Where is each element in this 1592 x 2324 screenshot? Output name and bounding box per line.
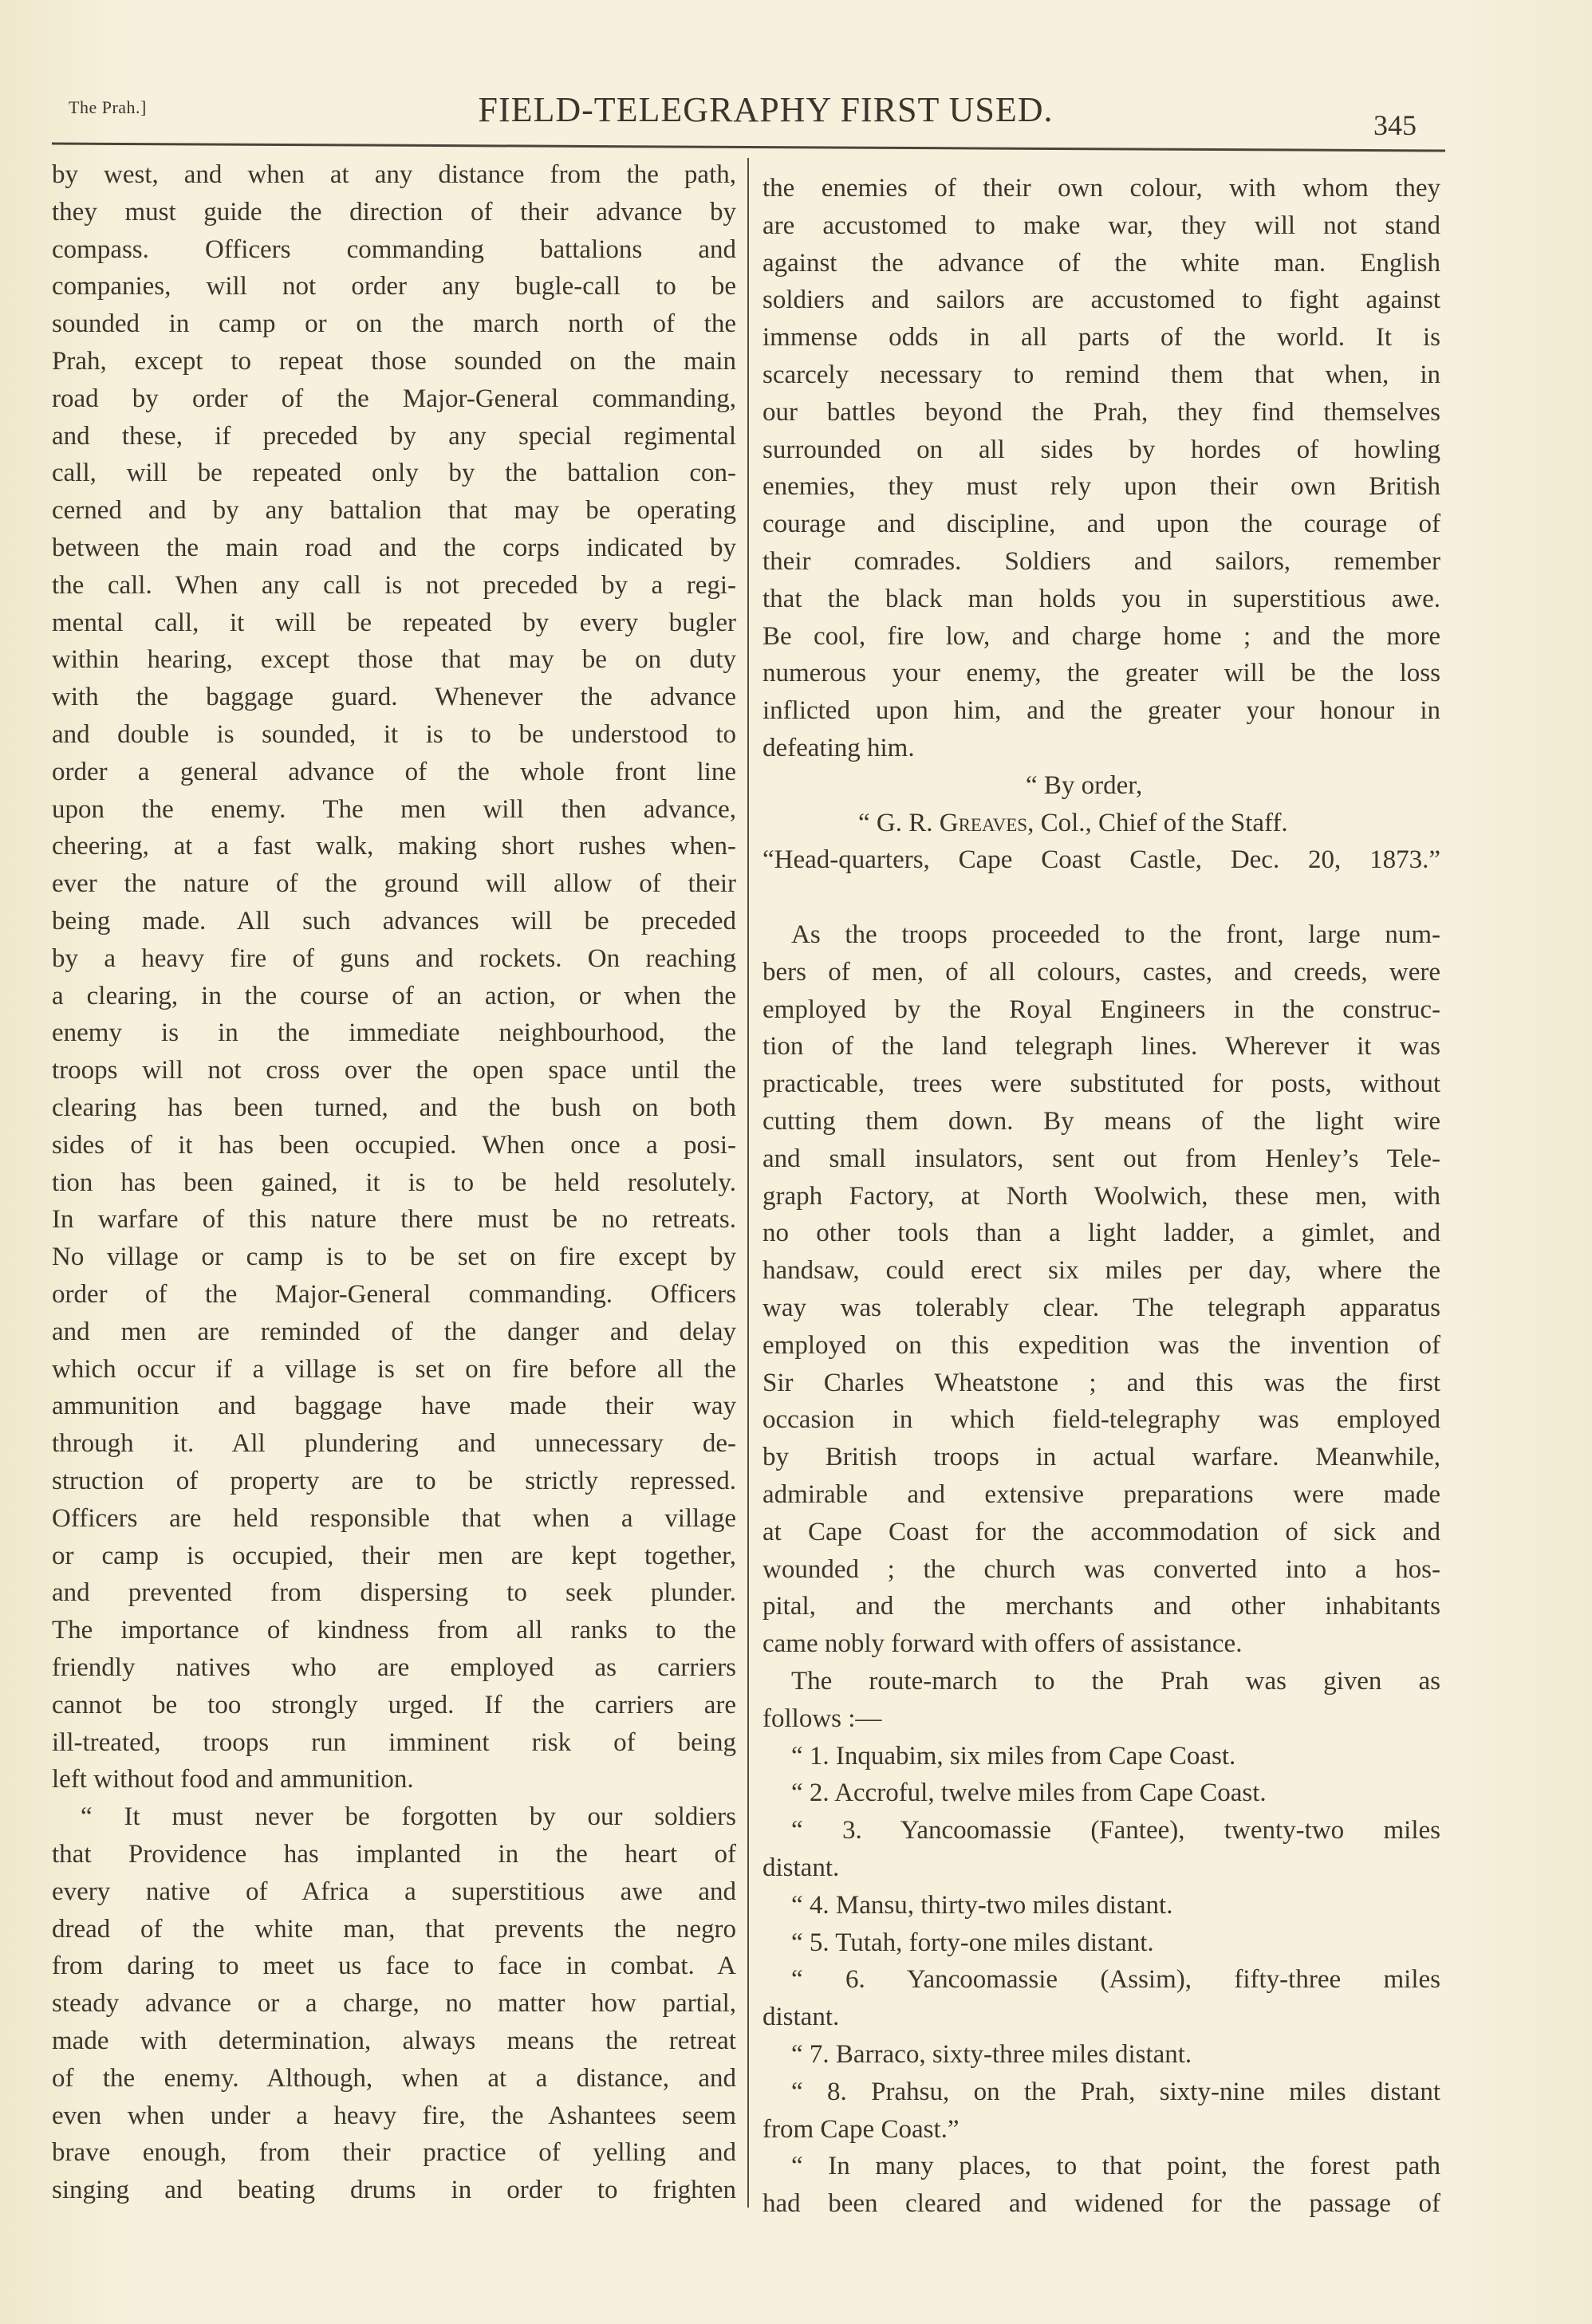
text-line: call, will be repeated only by the battalion con- xyxy=(52,459,736,488)
text-line: admirable and extensive preparations were made xyxy=(763,1480,1440,1509)
text-line: through it. All plundering and unnecessary de- xyxy=(52,1429,736,1459)
text-line: numerous your enemy, the greater will be the loss xyxy=(763,659,1440,688)
text-line: immense odds in all parts of the world. It is xyxy=(763,323,1440,353)
text-line: tion has been gained, it is to be held resolutely. xyxy=(52,1168,736,1197)
text-line: they must guide the direction of their advance by xyxy=(52,197,736,226)
text-line: upon the enemy. The men will then advance, xyxy=(52,794,736,824)
text-line: Prah, except to repeat those sounded on the main xyxy=(52,347,736,376)
text-line: “ In many places, to that point, the forest path xyxy=(791,2152,1440,2181)
text-line: within hearing, except those that may be on duty xyxy=(52,645,736,675)
text-line xyxy=(763,879,1440,916)
text-line: and double is sounded, it is to be understood to xyxy=(52,720,736,749)
text-line: distant. xyxy=(763,2003,840,2032)
text-line: and men are reminded of the danger and delay xyxy=(52,1317,736,1346)
text-line: The importance of kindness from all ranks to the xyxy=(52,1616,736,1645)
text-line: from Cape Coast.” xyxy=(763,2114,960,2144)
text-line: As the troops proceeded to the front, large num- xyxy=(791,920,1440,949)
text-line: struction of property are to be strictly repressed. xyxy=(52,1467,736,1495)
text-line: scarcely necessary to remind them that when, in xyxy=(763,360,1440,389)
text-line: employed on this expedition was the invention of xyxy=(763,1330,1440,1360)
text-line: cerned and by any battalion that may be operating xyxy=(52,496,736,526)
text-line: handsaw, could erect six miles per day, where the xyxy=(763,1256,1440,1286)
text-line: clearing has been turned, and the bush on both xyxy=(52,1093,736,1122)
text-line: brave enough, from their practice of yelling and xyxy=(52,2138,736,2168)
text-line: occasion in which field-telegraphy was employed xyxy=(763,1405,1440,1435)
text-line: ammunition and baggage have made their way xyxy=(52,1392,736,1421)
text-line: that Providence has implanted in the heart of xyxy=(52,1840,736,1869)
text-line: friendly natives who are employed as carriers xyxy=(52,1653,736,1682)
text-line: ever the nature of the ground will allow of their xyxy=(52,869,736,899)
text-line: Sir Charles Wheatstone ; and this was the first xyxy=(763,1368,1440,1397)
text-line: with the baggage guard. Whenever the advance xyxy=(52,683,736,712)
text-line: against the advance of the white man. English xyxy=(763,248,1440,278)
text-line: follows :— xyxy=(763,1704,882,1733)
text-line: practicable, trees were substituted for posts, without xyxy=(763,1069,1440,1099)
text-line: even when under a heavy fire, the Ashantees seem xyxy=(52,2101,736,2130)
text-line: wounded ; the church was converted into a hos- xyxy=(763,1554,1440,1584)
text-line: cheering, at a fast walk, making short rushes when- xyxy=(52,832,736,861)
text-line: “ 1. Inquabim, six miles from Cape Coast. xyxy=(791,1741,1236,1771)
text-line: which occur if a village is set on fire before all the xyxy=(52,1354,736,1384)
text-line: way was tolerably clear. The telegraph apparatus xyxy=(763,1294,1440,1322)
text-line: ill-treated, troops run imminent risk of being xyxy=(52,1727,736,1757)
text-line: are accustomed to make war, they will not stand xyxy=(763,211,1440,240)
signature-part: , Col., Chief of the Staff. xyxy=(1027,808,1288,837)
text-line: their comrades. Soldiers and sailors, remember xyxy=(763,547,1440,576)
text-line: The route-march to the Prah was given as xyxy=(791,1667,1440,1696)
text-line: enemy is in the immediate neighbourhood, the xyxy=(52,1018,736,1048)
text-line: defeating him. xyxy=(763,734,915,762)
text-line: dread of the white man, that prevents the negro xyxy=(52,1914,736,1944)
text-line: road by order of the Major-General commanding, xyxy=(52,384,736,413)
text-line: and these, if preceded by any special regimental xyxy=(52,421,736,451)
text-line: no other tools than a light ladder, a gimlet, and xyxy=(763,1219,1440,1248)
signatory-name: Greaves xyxy=(939,808,1028,837)
text-line: a clearing, in the course of an action, or when the xyxy=(52,981,736,1010)
text-line: from daring to meet us face to face in combat. A xyxy=(52,1952,736,1981)
text-line: graph Factory, at North Woolwich, these men, with xyxy=(763,1181,1440,1211)
page-number: 345 xyxy=(1373,109,1417,141)
text-line: “Head-quarters, Cape Coast Castle, Dec. 20, 1873.” xyxy=(763,845,1440,875)
text-line: sounded in camp or on the march north of the xyxy=(52,309,736,339)
text-line: “ By order, xyxy=(1026,770,1143,800)
text-line: bers of men, of all colours, castes, and creeds, were xyxy=(763,957,1440,987)
text-line: “ 6. Yancoomassie (Assim), fifty-three miles xyxy=(791,1965,1440,1995)
running-title: FIELD-TELEGRAPHY FIRST USED. xyxy=(478,90,1054,129)
text-line: “ 3. Yancoomassie (Fantee), twenty-two miles xyxy=(791,1816,1440,1845)
running-head-section: The Prah.] xyxy=(69,97,147,117)
text-line: courage and discipline, and upon the courage of xyxy=(763,510,1440,539)
text-line: came nobly forward with offers of assistance. xyxy=(763,1629,1243,1659)
text-line: tion of the land telegraph lines. Wherever it was xyxy=(763,1032,1440,1062)
text-line: surrounded on all sides by hordes of howling xyxy=(763,435,1440,464)
signature-part: “ G. R. xyxy=(858,808,940,837)
text-line: enemies, they must rely upon their own British xyxy=(763,472,1440,502)
text-line: “ 2. Accroful, twelve miles from Cape Coast. xyxy=(791,1778,1267,1808)
text-line: by a heavy fire of guns and rockets. On reaching xyxy=(52,943,736,973)
text-line: of the enemy. Although, when at a distance, and xyxy=(52,2063,736,2093)
text-line: being made. All such advances will be preceded xyxy=(52,907,736,936)
text-line: “ It must never be forgotten by our soldiers xyxy=(81,1802,736,1832)
text-line: our battles beyond the Prah, they find themselves xyxy=(763,397,1440,427)
text-line: No village or camp is to be set on fire except by xyxy=(52,1243,736,1272)
text-line: left without food and ammunition. xyxy=(52,1765,414,1794)
text-line: cannot be too strongly urged. If the carriers are xyxy=(52,1690,736,1719)
text-line xyxy=(763,805,1440,842)
text-line: order a general advance of the whole front line xyxy=(52,757,736,786)
text-line: “ 5. Tutah, forty-one miles distant. xyxy=(791,1928,1154,1957)
text-line: cutting them down. By means of the light wire xyxy=(763,1107,1440,1136)
text-line: inflicted upon him, and the greater your honour in xyxy=(763,696,1440,726)
text-line: the enemies of their own colour, with whom they xyxy=(763,174,1440,203)
text-line: by British troops in actual warfare. Meanwhile, xyxy=(763,1443,1440,1472)
text-line: at Cape Coast for the accommodation of sick and xyxy=(763,1517,1440,1546)
column-divider xyxy=(747,158,749,2208)
text-line: and small insulators, sent out from Henley’s Tele- xyxy=(763,1144,1440,1173)
text-line: steady advance or a charge, no matter how partial, xyxy=(52,1989,736,2019)
text-line: or camp is occupied, their men are kept together, xyxy=(52,1541,736,1570)
text-line: “ 7. Barraco, sixty-three miles distant. xyxy=(791,2040,1192,2069)
text-line: distant. xyxy=(763,1853,840,1882)
text-line: by west, and when at any distance from the path, xyxy=(52,160,736,189)
text-line: had been cleared and widened for the passage of xyxy=(763,2189,1440,2219)
text-line: and prevented from dispersing to seek plunder. xyxy=(52,1578,736,1608)
text-line: employed by the Royal Engineers in the construc- xyxy=(763,995,1440,1024)
text-line: troops will not cross over the open space until the xyxy=(52,1056,736,1085)
text-line: soldiers and sailors are accustomed to fight against xyxy=(763,286,1440,315)
header-rule xyxy=(0,0,1592,160)
text-line: order of the Major-General commanding. Officers xyxy=(52,1280,736,1309)
text-line: “ 4. Mansu, thirty-two miles distant. xyxy=(791,1890,1173,1920)
text-line: between the main road and the corps indicated by xyxy=(52,534,736,562)
text-line: compass. Officers commanding battalions and xyxy=(52,234,736,264)
text-line: that the black man holds you in superstitious awe. xyxy=(763,584,1440,613)
text-line: “ 8. Prahsu, on the Prah, sixty-nine miles distant xyxy=(791,2077,1440,2106)
text-line: Officers are held responsible that when a village xyxy=(52,1503,736,1533)
text-line: sides of it has been occupied. When once a posi- xyxy=(52,1130,736,1160)
text-line: In warfare of this nature there must be no retreats. xyxy=(52,1205,736,1235)
text-line: Be cool, fire low, and charge home ; and the more xyxy=(763,621,1440,651)
text-line: singing and beating drums in order to frighten xyxy=(52,2176,736,2205)
text-line: the call. When any call is not preceded by a regi- xyxy=(52,570,736,600)
text-line: every native of Africa a superstitious awe and xyxy=(52,1877,736,1906)
text-line: companies, will not order any bugle-call to be xyxy=(52,272,736,301)
text-line: made with determination, always means the retreat xyxy=(52,2027,736,2055)
text-line: pital, and the merchants and other inhabitants xyxy=(763,1592,1440,1621)
text-line: mental call, it will be repeated by every bugler xyxy=(52,608,736,637)
